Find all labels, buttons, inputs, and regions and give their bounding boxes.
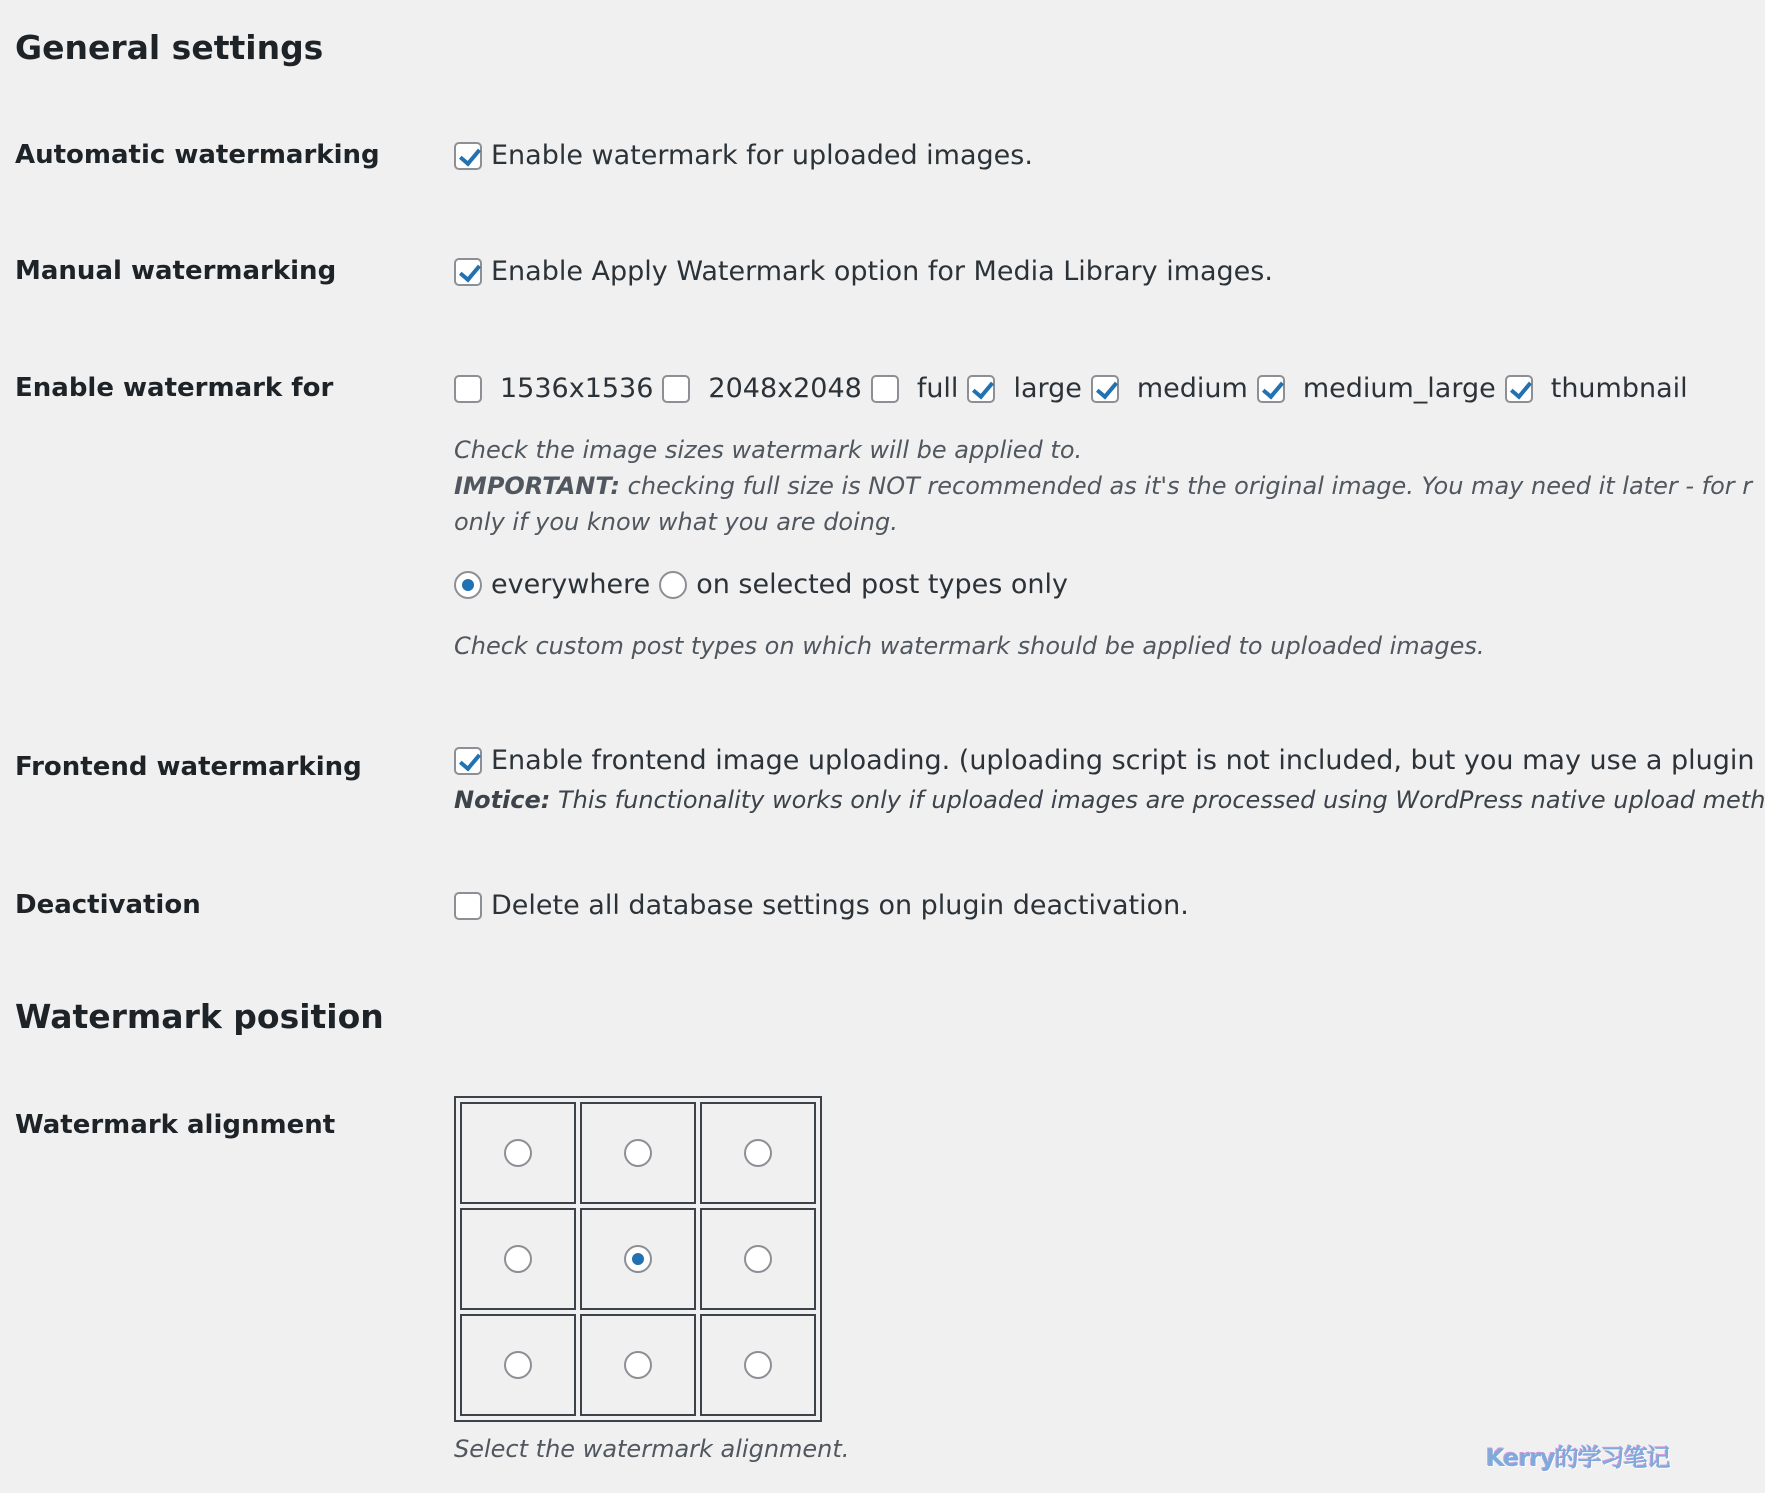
everywhere-radio-label[interactable]: everywhere <box>491 569 651 600</box>
alignment-radio-middle-left[interactable] <box>504 1245 532 1273</box>
selected-post-types-radio[interactable] <box>659 571 687 599</box>
image-size-checkbox[interactable] <box>1505 375 1533 403</box>
image-size-checkbox[interactable] <box>871 375 899 403</box>
deactivation-text: Delete all database settings on plugin deactivation. <box>491 890 1189 921</box>
image-size-label: medium_large <box>1302 373 1496 404</box>
automatic-watermarking-checkbox[interactable] <box>454 142 482 170</box>
alignment-description: Select the watermark alignment. <box>454 1435 850 1463</box>
image-size-label: thumbnail <box>1550 373 1688 404</box>
frontend-watermarking-label: Frontend watermarking <box>15 752 362 782</box>
alignment-cell-top-center[interactable] <box>580 1102 696 1204</box>
alignment-cell-middle-right[interactable] <box>700 1208 816 1310</box>
image-size-label: medium <box>1136 373 1248 404</box>
frontend-watermarking-option[interactable] <box>454 745 1755 776</box>
important-label: IMPORTANT: <box>454 472 621 500</box>
image-size-checkbox[interactable] <box>662 375 690 403</box>
image-sizes-desc-line3: only if you know what you are doing. <box>454 508 898 536</box>
everywhere-radio[interactable] <box>454 571 482 599</box>
alignment-radio-middle-right[interactable] <box>744 1245 772 1273</box>
image-size-option[interactable] <box>967 373 1090 404</box>
alignment-radio-bottom-center[interactable] <box>624 1351 652 1379</box>
deactivation-checkbox[interactable] <box>454 892 482 920</box>
automatic-watermarking-text: Enable watermark for uploaded images. <box>491 140 1033 171</box>
image-size-checkbox[interactable] <box>1257 375 1285 403</box>
enable-watermark-for-label: Enable watermark for <box>15 373 334 403</box>
image-size-option[interactable] <box>871 373 968 404</box>
automatic-watermarking-option[interactable] <box>454 140 1033 171</box>
frontend-notice <box>454 786 1765 814</box>
alignment-cell-bottom-right[interactable] <box>700 1314 816 1416</box>
image-size-label: 2048x2048 <box>708 373 862 404</box>
image-size-option[interactable] <box>1091 373 1257 404</box>
image-size-option[interactable] <box>454 373 662 404</box>
alignment-cell-bottom-left[interactable] <box>460 1314 576 1416</box>
manual-watermarking-checkbox[interactable] <box>454 258 482 286</box>
alignment-radio-bottom-right[interactable] <box>744 1351 772 1379</box>
image-size-checkbox[interactable] <box>454 375 482 403</box>
frontend-watermarking-text: Enable frontend image uploading. (uploading script is not included, but you may use a plugin <box>491 745 1755 776</box>
deactivation-label: Deactivation <box>15 890 201 920</box>
image-size-label: 1536x1536 <box>500 373 654 404</box>
alignment-radio-middle-center[interactable] <box>624 1245 652 1273</box>
notice-label: Notice: <box>454 786 551 814</box>
alignment-radio-top-right[interactable] <box>744 1139 772 1167</box>
post-types-radio-group <box>454 569 1068 600</box>
post-types-description: Check custom post types on which watermark should be applied to uploaded images. <box>454 632 1485 660</box>
manual-watermarking-label: Manual watermarking <box>15 256 337 286</box>
watermark-overlay-text: Kerry的学习笔记 <box>1486 1444 1670 1472</box>
image-sizes-description <box>454 432 1752 540</box>
notice-text: This functionality works only if uploaded images are processed using WordPress native upload meth <box>550 786 1765 814</box>
alignment-radio-top-center[interactable] <box>624 1139 652 1167</box>
image-size-label: large <box>1013 373 1082 404</box>
image-sizes-desc-line1: Check the image sizes watermark will be applied to. <box>454 436 1083 464</box>
alignment-radio-bottom-left[interactable] <box>504 1351 532 1379</box>
manual-watermarking-option[interactable] <box>454 256 1273 287</box>
image-sizes-important <box>454 468 1752 504</box>
image-size-option[interactable] <box>1257 373 1505 404</box>
alignment-cell-top-right[interactable] <box>700 1102 816 1204</box>
important-text: checking full size is NOT recommended as it's the original image. You may need it later - for r <box>620 472 1753 500</box>
alignment-cell-bottom-center[interactable] <box>580 1314 696 1416</box>
alignment-cell-middle-left[interactable] <box>460 1208 576 1310</box>
image-size-option[interactable] <box>662 373 870 404</box>
manual-watermarking-text: Enable Apply Watermark option for Media Library images. <box>491 256 1273 287</box>
image-size-checkbox[interactable] <box>1091 375 1119 403</box>
watermark-alignment-label: Watermark alignment <box>15 1110 336 1140</box>
frontend-watermarking-checkbox[interactable] <box>454 747 482 775</box>
selected-post-types-radio-label[interactable]: on selected post types only <box>696 569 1068 600</box>
automatic-watermarking-label: Automatic watermarking <box>15 140 380 170</box>
alignment-cell-middle-center[interactable] <box>580 1208 696 1310</box>
watermark-alignment-grid <box>454 1096 822 1422</box>
alignment-radio-top-left[interactable] <box>504 1139 532 1167</box>
image-sizes-list <box>454 373 1697 404</box>
image-size-option[interactable] <box>1505 373 1697 404</box>
watermark-position-title: Watermark position <box>15 997 384 1036</box>
alignment-cell-top-left[interactable] <box>460 1102 576 1204</box>
image-size-label: full <box>916 373 959 404</box>
general-settings-title: General settings <box>15 28 324 67</box>
deactivation-option[interactable] <box>454 890 1189 921</box>
image-size-checkbox[interactable] <box>967 375 995 403</box>
